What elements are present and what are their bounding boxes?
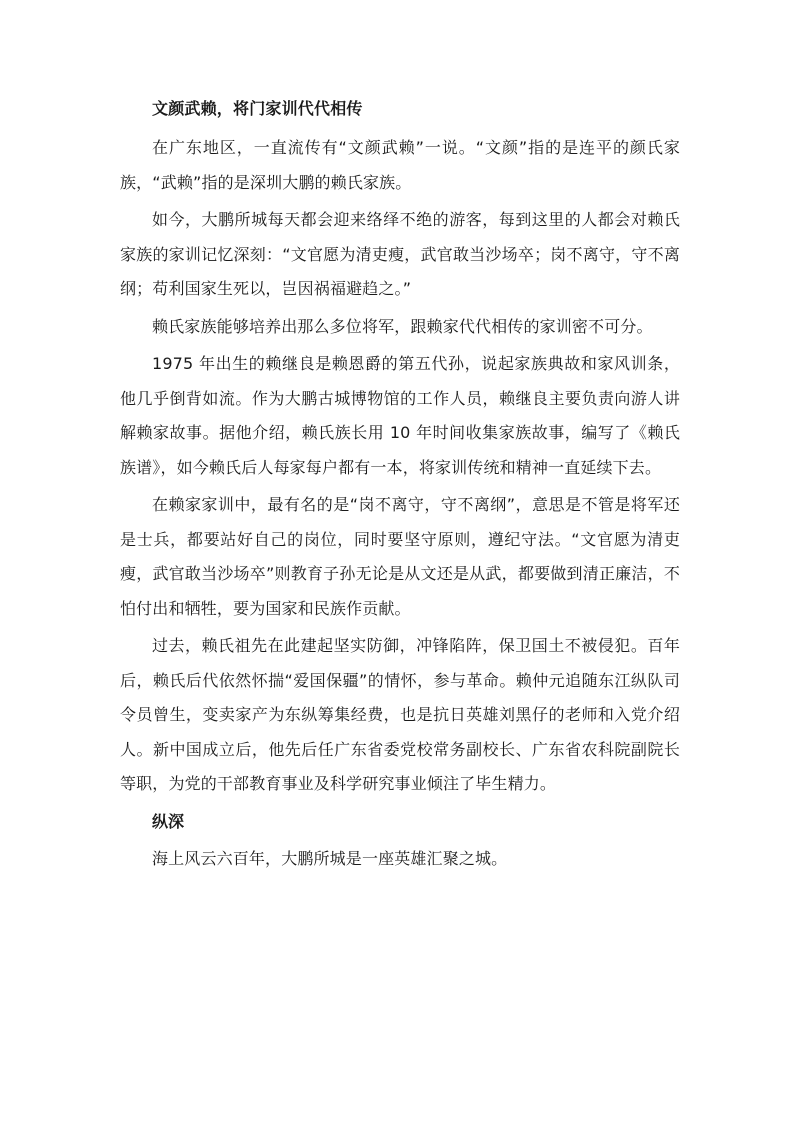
paragraph: 1975 年出生的赖继良是赖恩爵的第五代孙，说起家族典故和家风训条，他几乎倒背如流。作为大鹏古城博物馆的工作人员，赖继良主要负责向游人讲解赖家故事。据他介绍，赖氏族长用 10 年时间收集家族故事，编写了《赖氏族谱》，如今赖氏后人每家每户都有一本，将家训传统和精神一直延续下去。 (120, 354, 680, 477)
paragraph: 海上风云六百年，大鹏所城是一座英雄汇聚之城。 (152, 849, 508, 868)
paragraph: 过去，赖氏祖先在此建起坚实防御，冲锋陷阵，保卫国土不被侵犯。百年后，赖氏后代依然怀揣“爱国保疆”的情怀，参与革命。赖仲元追随东江纵队司令员曾生，变卖家产为东纵筹集经费，也是抗日英雄刘黑仔的老师和入党介绍人。新中国成立后，他先后任广东省委党校常务副校长、广东省农科院副院长等职，为党的干部教育事业及科学研究事业倾注了毕生精力。 (120, 636, 680, 793)
paragraph: 如今，大鹏所城每天都会迎来络绎不绝的游客，每到这里的人都会对赖氏家族的家训记忆深刻：“文官愿为清吏瘦，武官敢当沙场卒；岗不离守，守不离纲；苟利国家生死以，岂因祸福避趋之。” (120, 210, 680, 298)
section-title: 纵深 (152, 811, 185, 831)
section-title: 文颜武赖，将门家训代代相传 (152, 99, 363, 118)
paragraph: 在赖家家训中，最有名的是“岗不离守，守不离纲”，意思是不管是将军还是士兵，都要站好自己的岗位，同时要坚守原则，遵纪守法。“文官愿为清吏瘦，武官敢当沙场卒”则教育子孙无论是从文还是从武，都要做到清正廉洁，不怕付出和牺牲，要为国家和民族作贡献。 (120, 495, 680, 618)
paragraph: 在广东地区，一直流传有“文颜武赖”一说。“文颜”指的是连平的颜氏家族，“武赖”指的是深圳大鹏的赖氏家族。 (120, 138, 680, 192)
document-page (120, 98, 680, 880)
paragraph: 赖氏家族能够培养出那么多位将军，跟赖家代代相传的家训密不可分。 (152, 316, 653, 336)
